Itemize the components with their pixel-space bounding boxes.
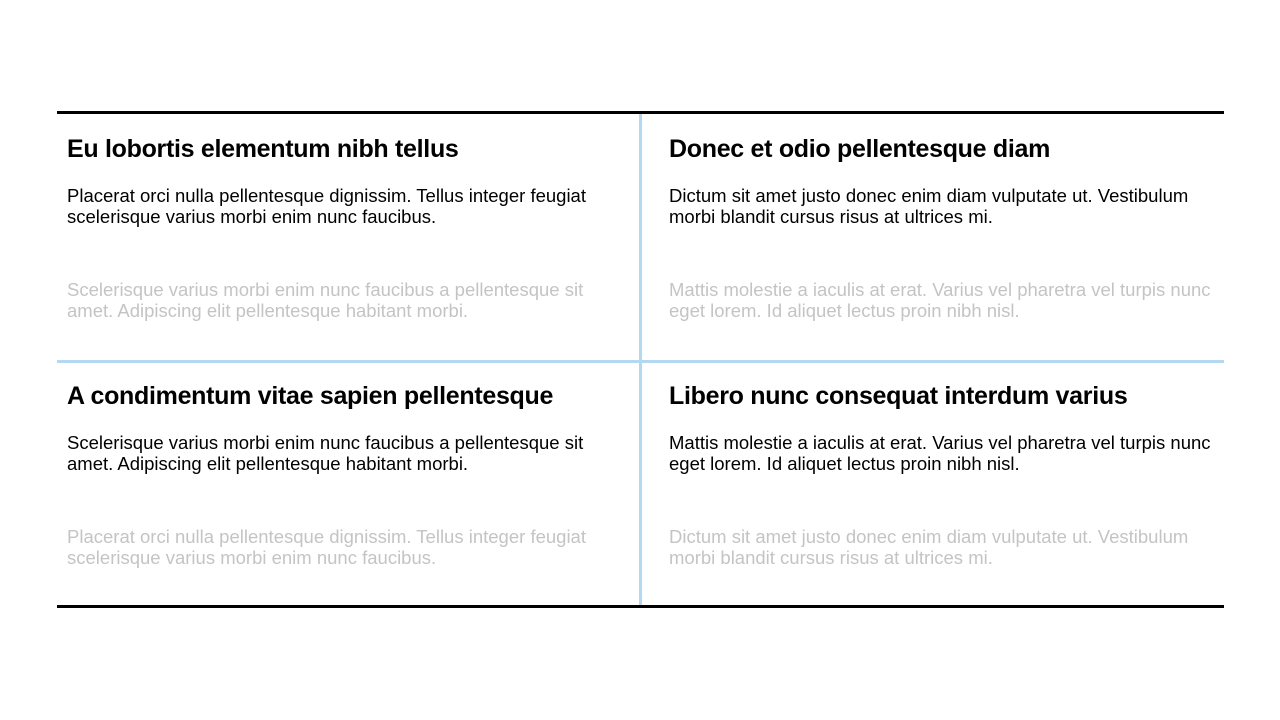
- quadrant-title: Donec et odio pellentesque diam: [669, 135, 1051, 163]
- quadrant-body-text: Dictum sit amet justo donec enim diam vulputate ut. Vestibulum morbi blandit cursus risus at ultrices mi.: [669, 185, 1189, 227]
- quadrant-muted-text: Mattis molestie a iaculis at erat. Varius vel pharetra vel turpis nunc eget lorem. Id aliquet lectus proin nibh nisl.: [669, 279, 1211, 321]
- quadrant-muted-text: Dictum sit amet justo donec enim diam vulputate ut. Vestibulum morbi blandit cursus risus at ultrices mi.: [669, 526, 1189, 568]
- quadrant-muted-text: Scelerisque varius morbi enim nunc faucibus a pellentesque sit amet. Adipiscing elit pellentesque habitant morbi.: [67, 279, 584, 321]
- horizontal-divider: [57, 360, 1224, 363]
- four-quadrant-grid: [57, 111, 1224, 608]
- quadrant-bottom-right: [669, 382, 1214, 568]
- quadrant-title: Eu lobortis elementum nibh tellus: [67, 135, 459, 163]
- quadrant-top-left: [67, 135, 612, 321]
- quadrant-body-text: Placerat orci nulla pellentesque dignissim. Tellus integer feugiat scelerisque varius morbi enim nunc faucibus.: [67, 185, 586, 227]
- quadrant-title: Libero nunc consequat interdum varius: [669, 382, 1128, 410]
- quadrant-body-text: Mattis molestie a iaculis at erat. Varius vel pharetra vel turpis nunc eget lorem. Id aliquet lectus proin nibh nisl.: [669, 432, 1211, 474]
- quadrant-muted-text: Placerat orci nulla pellentesque dignissim. Tellus integer feugiat scelerisque varius morbi enim nunc faucibus.: [67, 526, 586, 568]
- quadrant-bottom-left: [67, 382, 612, 568]
- quadrant-title: A condimentum vitae sapien pellentesque: [67, 382, 554, 410]
- quadrant-top-right: [669, 135, 1214, 321]
- quadrant-body-text: Scelerisque varius morbi enim nunc faucibus a pellentesque sit amet. Adipiscing elit pellentesque habitant morbi.: [67, 432, 584, 474]
